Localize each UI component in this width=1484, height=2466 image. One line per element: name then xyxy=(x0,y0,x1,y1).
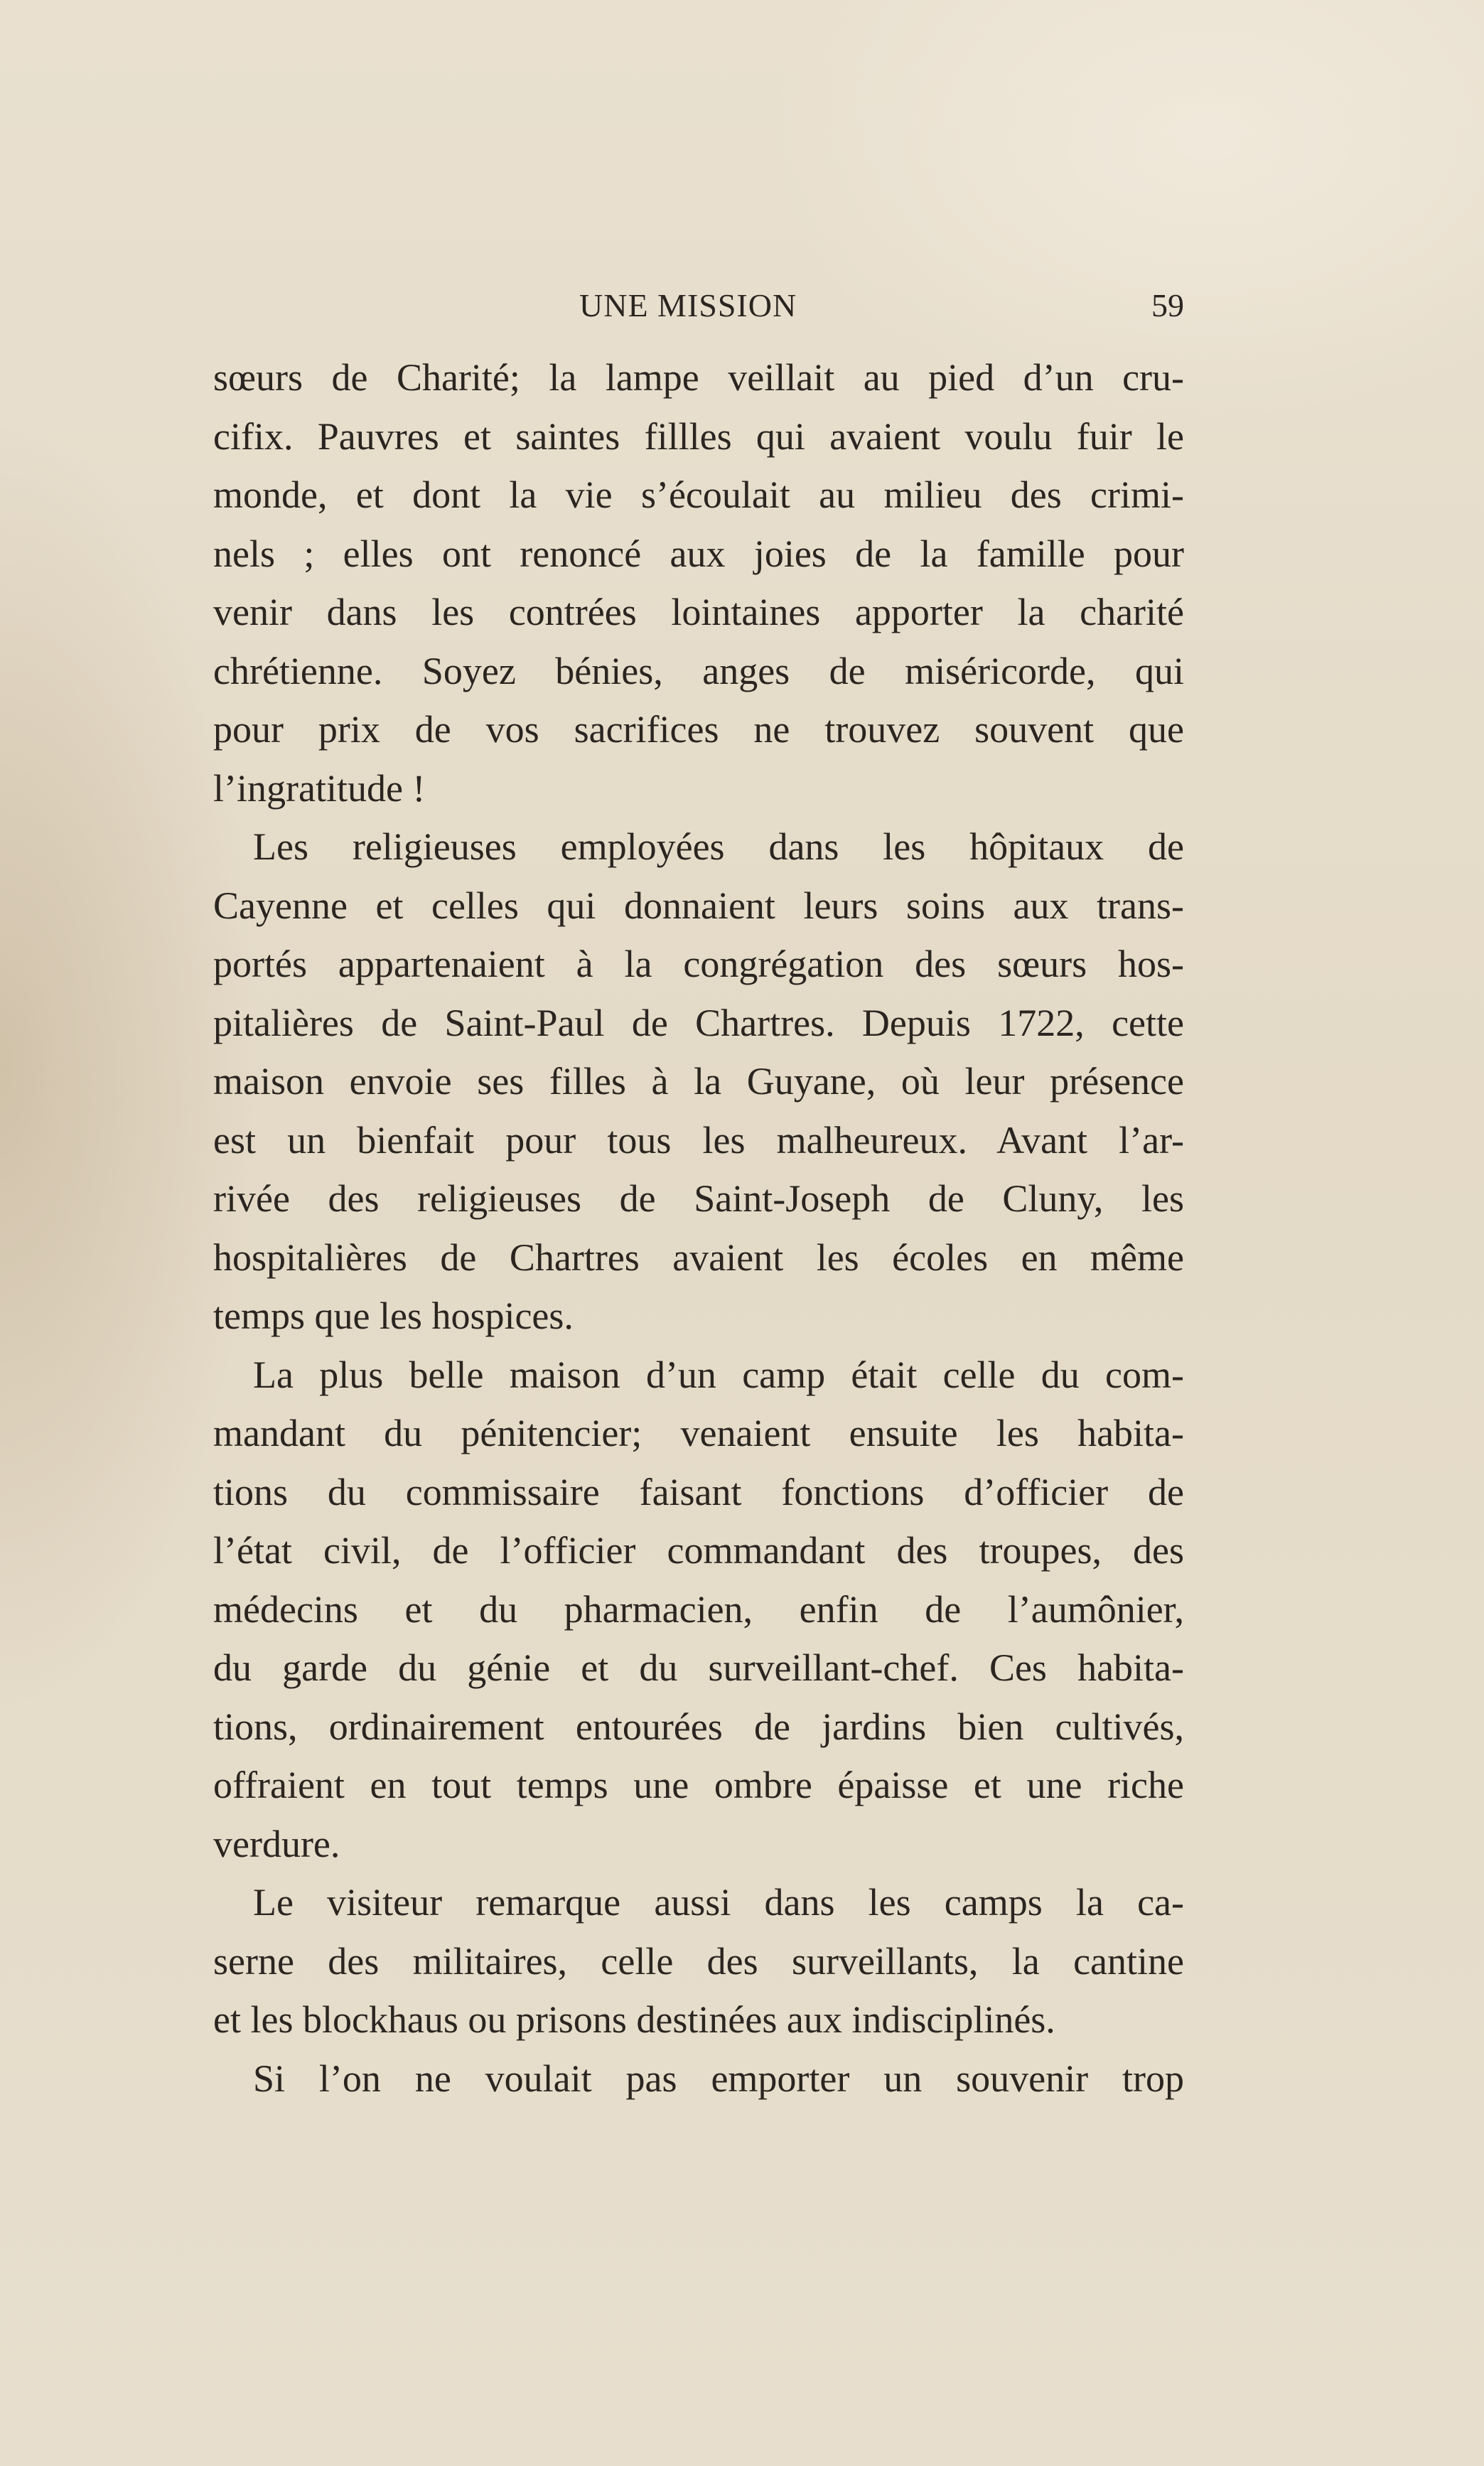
text-line: sœurs de Charité; la lampe veillait au pied d’un cru- xyxy=(213,356,1184,399)
text-line: Les religieuses employées dans les hôpitaux de xyxy=(253,825,1184,868)
text-line: et les blockhaus ou prisons destinées aux indisciplinés. xyxy=(213,1998,1055,2041)
text-line: est un bienfait pour tous les malheureux. Avant l’ar- xyxy=(213,1118,1184,1162)
text-line: tions du commissaire faisant fonctions d’officier de xyxy=(213,1470,1184,1513)
body-text xyxy=(213,348,1184,2108)
text-line: mandant du pénitencier; venaient ensuite les habita- xyxy=(213,1412,1184,1454)
text-line: médecins et du pharmacien, enfin de l’aumônier, xyxy=(213,1587,1184,1631)
text-line: hospitalières de Chartres avaient les écoles en même xyxy=(213,1235,1184,1279)
running-head xyxy=(213,281,1184,331)
text-line: temps que les hospices. xyxy=(213,1294,574,1337)
text-line: Le visiteur remarque aussi dans les camps la ca- xyxy=(253,1881,1184,1924)
text-line: pour prix de vos sacrifices ne trouvez souvent que xyxy=(213,708,1184,751)
text-line: offraient en tout temps une ombre épaisse et une riche xyxy=(213,1764,1184,1806)
text-line: verdure. xyxy=(213,1822,340,1865)
text-line: Si l’on ne voulait pas emporter un souvenir trop xyxy=(253,2057,1184,2100)
paragraph-5 xyxy=(213,2049,1184,2108)
paragraph-1 xyxy=(213,348,1184,817)
text-line: Cayenne et celles qui donnaient leurs soins aux trans- xyxy=(213,884,1184,927)
text-line: l’état civil, de l’officier commandant des troupes, des xyxy=(213,1529,1184,1572)
paragraph-2 xyxy=(213,817,1184,1346)
text-line: La plus belle maison d’un camp était celle du com- xyxy=(253,1353,1184,1396)
paragraph-4 xyxy=(213,1873,1184,2049)
text-line: cifix. Pauvres et saintes fillles qui avaient voulu fuir le xyxy=(213,414,1184,458)
page-number: 59 xyxy=(1151,287,1184,323)
text-line: l’ingratitude ! xyxy=(213,766,426,810)
text-line: serne des militaires, celle des surveillants, la cantine xyxy=(213,1939,1184,1983)
text-line: portés appartenaient à la congrégation des sœurs hos- xyxy=(213,943,1184,985)
running-title: UNE MISSION xyxy=(579,287,797,323)
text-line: pitalières de Saint-Paul de Chartres. Depuis 1722, cette xyxy=(213,1001,1184,1044)
text-line: du garde du génie et du surveillant-chef. Ces habita- xyxy=(213,1646,1184,1689)
paragraph-3 xyxy=(213,1346,1184,1874)
text-line: tions, ordinairement entourées de jardins bien cultivés, xyxy=(213,1705,1184,1748)
text-line: nels ; elles ont renoncé aux joies de la famille pour xyxy=(213,532,1184,575)
text-line: rivée des religieuses de Saint-Joseph de Cluny, les xyxy=(213,1177,1184,1220)
text-line: monde, et dont la vie s’écoulait au milieu des crimi- xyxy=(213,473,1184,516)
text-line: chrétienne. Soyez bénies, anges de miséricorde, qui xyxy=(213,649,1184,692)
text-line: maison envoie ses filles à la Guyane, où leur présence xyxy=(213,1060,1184,1103)
text-line: venir dans les contrées lointaines apporter la charité xyxy=(213,591,1184,633)
